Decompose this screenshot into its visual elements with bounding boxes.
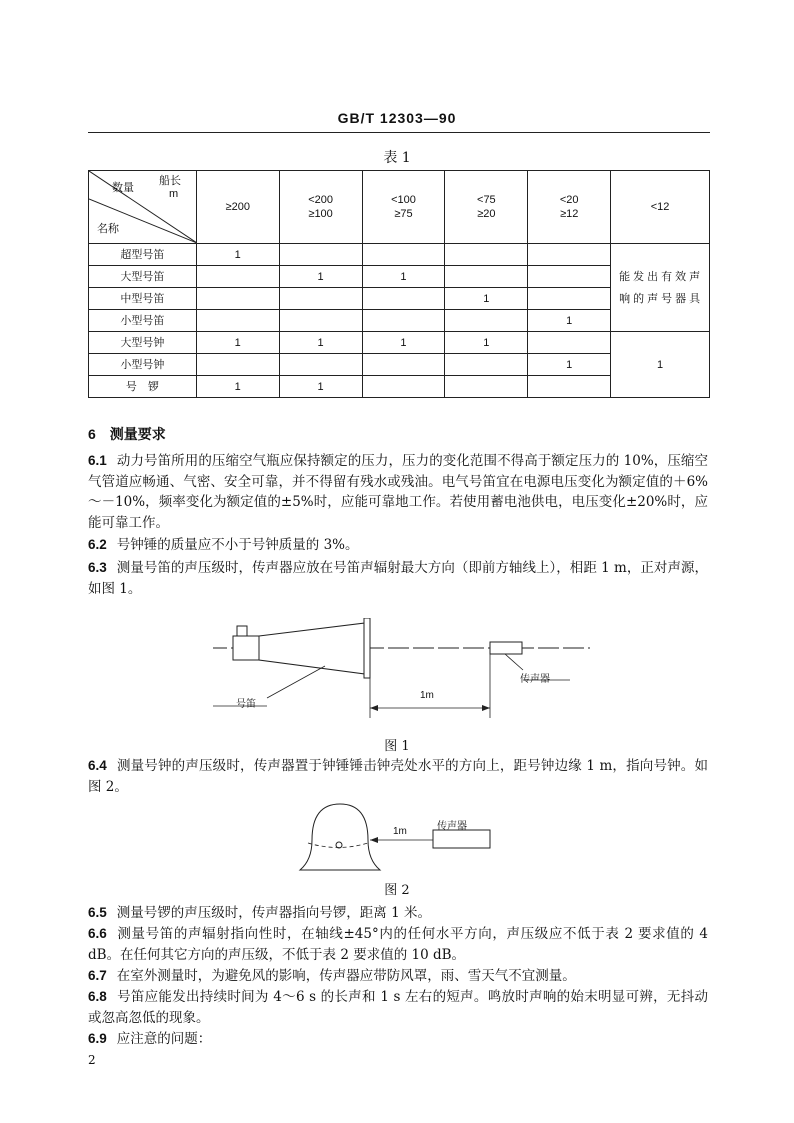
row-name: 大型号钟 [89,332,197,354]
table-cell: 1 [528,354,611,376]
microphone-body [433,830,490,848]
column-header: <200 ≥100 [279,171,362,244]
paragraph-6-8 [88,987,708,1028]
column-header: <12 [611,171,710,244]
paragraph-text: 动力号笛所用的压缩空气瓶应保持额定的压力，压力的变化范围不得高于额定压力的 10%，压缩空气管道应畅通、气密、安全可靠，并不得留有残水或残油。电气号笛宜在电源电压变化为额定值的＋6%～－10%，频率变化为额定值的±5%时，应能可靠地工作。若使用蓄电池供电，电压变化±20%时，应能可靠工作。 [88,453,708,531]
measure-arrow [370,837,378,843]
last-column-note: 能发出有效声响的声号器具 [611,244,710,332]
paragraph-6-1 [88,451,708,533]
table-corner-cell [89,171,197,244]
column-header: ≥200 [196,171,279,244]
table-cell [362,354,445,376]
figure-2-diagram [290,800,510,875]
column-header: <75 ≥20 [445,171,528,244]
table-cell: 1 [196,332,279,354]
paragraph-text: 在室外测量时，为避免风的影响，传声器应带防风罩，雨、雪天气不宜测量。 [116,968,576,984]
row-name: 大型号笛 [89,266,197,288]
table-cell [445,376,528,398]
figure-2-caption: 图 2 [384,883,410,898]
table-cell [196,354,279,376]
table-header-row [89,171,710,244]
fig2-mic-label: 传声器 [437,821,467,832]
paragraph-number: 6.9 [88,1031,107,1046]
table-cell [362,244,445,266]
paragraph-text: 测量号锣的声压级时，传声器指向号锣，距离 1 米。 [116,905,431,921]
table-cell: 1 [445,332,528,354]
table-cell [528,332,611,354]
whistle-leader-line [267,666,325,698]
whistle-body [233,636,259,660]
table-cell [445,354,528,376]
table-cell: 1 [528,310,611,332]
table-cell [279,354,362,376]
paragraph-number: 6.1 [88,453,107,468]
table-cell [445,266,528,288]
table-cell [196,288,279,310]
row-name: 小型号笛 [89,310,197,332]
row-name: 小型号钟 [89,354,197,376]
microphone-body [490,642,522,654]
paragraph-number: 6.7 [88,968,107,983]
table-title: 表 1 [383,150,411,166]
paragraph-6-5 [88,903,708,924]
paragraph-text: 号笛应能发出持续时间为 4～6 s 的长声和 1 s 左右的短声。鸣放时声响的始末明显可辨，无抖动或忽高忽低的现象。 [88,989,708,1026]
table-cell [279,288,362,310]
paragraph-number: 6.4 [88,758,107,773]
corner-name-label: 名称 [97,223,119,235]
corner-captain-unit: m [169,188,179,200]
dimension-arrow-left [370,705,378,711]
paragraph-text: 应注意的问题： [116,1031,212,1047]
table-cell [196,310,279,332]
paragraph-text: 测量号笛的声压级时，传声器应放在号笛声辐射最大方向（即前方轴线上），相距 1 m，正对声源，如图 1。 [88,560,708,597]
paragraph-text: 测量号笛的声辐射指向性时，在轴线±45°内的任何水平方向，声压级应不低于表 2 要求值的 4 dB。在任何其它方向的声压级，不低于表 2 要求值的 10 dB。 [88,926,708,963]
paragraph-text: 测量号钟的声压级时，传声器置于钟锤锤击钟壳处水平的方向上，距号钟边缘 1 m，指向号钟。如图 2。 [88,758,708,795]
fig2-distance-label: 1m [393,826,407,837]
column-header: <100 ≥75 [362,171,445,244]
mic-leader-line [505,654,523,670]
row-name: 号 锣 [89,376,197,398]
page-number: 2 [88,1053,96,1067]
paragraph-6-7 [88,966,708,987]
whistle-back-nub [237,626,247,636]
table-cell: 1 [362,266,445,288]
paragraph-6-2 [88,535,708,556]
last-column-value: 1 [611,332,710,398]
paragraph-number: 6.6 [88,926,107,941]
fig1-mic-label: 传声器 [520,674,550,685]
paragraph-6-3 [88,558,708,599]
document-header: GB/T 12303—90 [337,110,457,126]
paragraph-6-4 [88,756,708,797]
table-cell [528,266,611,288]
table-cell [362,288,445,310]
table-cell [528,244,611,266]
table-cell [445,244,528,266]
table-cell [196,266,279,288]
table-row [89,332,710,354]
fig1-distance-label: 1m [420,690,434,701]
row-name: 超型号笛 [89,244,197,266]
table-cell: 1 [362,332,445,354]
paragraph-number: 6.2 [88,537,107,552]
table-cell [362,376,445,398]
paragraph-text: 号钟锤的质量应不小于号钟质量的 3%。 [116,537,359,553]
table-cell [279,310,362,332]
paragraph-number: 6.5 [88,905,107,920]
table-1 [88,170,710,398]
whistle-horn [259,623,365,674]
paragraph-number: 6.3 [88,560,107,575]
corner-quantity-label: 数量 [112,182,134,194]
table-cell [528,376,611,398]
dimension-arrow-right [482,705,490,711]
bell-shell [300,804,380,870]
paragraph-6-9 [88,1029,708,1050]
table-cell [362,310,445,332]
table-cell [279,244,362,266]
figure-1-caption: 图 1 [384,739,410,754]
header-rule [88,132,710,133]
paragraph-number: 6.8 [88,989,107,1004]
table-cell: 1 [279,266,362,288]
row-name: 中型号笛 [89,288,197,310]
paragraph-6-6 [88,924,708,965]
section-6-heading: 6 测量要求 [88,426,166,442]
table-cell: 1 [279,332,362,354]
fig1-whistle-label: 号笛 [236,699,256,710]
table-cell: 1 [196,376,279,398]
table-cell [528,288,611,310]
whistle-flange [364,618,370,678]
table-cell [445,310,528,332]
column-header: <20 ≥12 [528,171,611,244]
corner-captain-label: 船长 [159,175,181,187]
table-row [89,244,710,266]
table-cell: 1 [196,244,279,266]
table-cell: 1 [445,288,528,310]
table-cell: 1 [279,376,362,398]
